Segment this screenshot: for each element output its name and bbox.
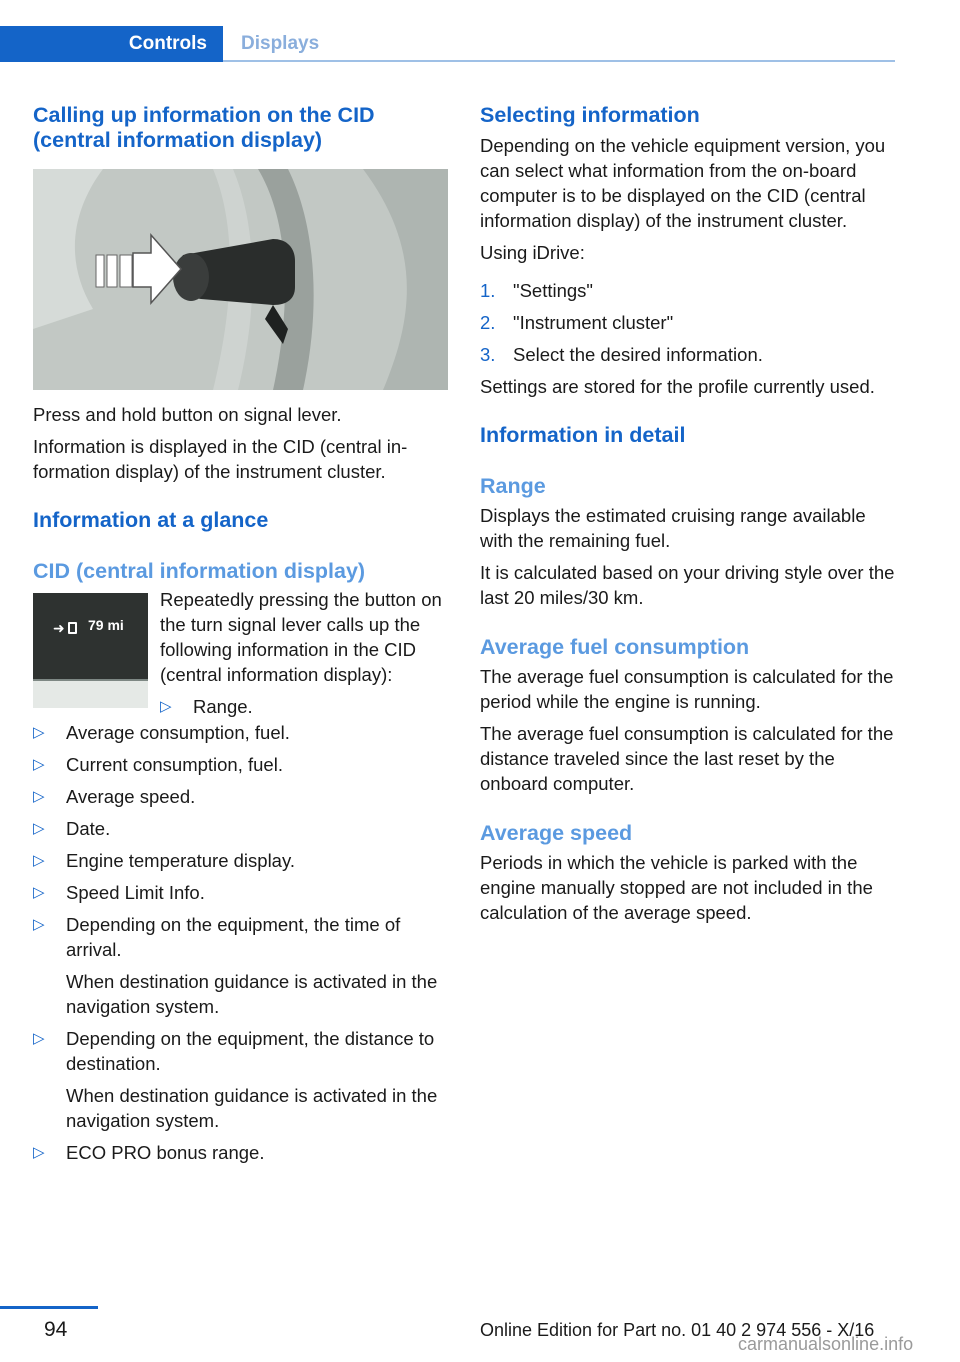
cid-display-image	[33, 593, 148, 708]
heading-info-glance: Information at a glance	[33, 508, 269, 532]
bullet-triangle-icon: ▷	[33, 884, 45, 901]
bullet-triangle-icon: ▷	[33, 820, 45, 837]
cid-intro-block	[33, 587, 448, 717]
list-item: ▷ Current consumption, fuel.	[33, 754, 283, 775]
list-item: ▷ ECO PRO bonus range.	[33, 1142, 265, 1163]
paragraph-avg-fuel-2: The average fuel consumption is calculated for the distance traveled since the last reset by the onboard computer.	[480, 723, 894, 794]
cid-info-list	[33, 720, 448, 1165]
paragraph-avg-fuel-1: The average fuel consumption is calculated for the period while the engine is running.	[480, 666, 894, 712]
paragraph-settings-stored: Settings are stored for the profile currently used.	[480, 376, 875, 397]
list-item-range: ▷ Range.	[160, 696, 253, 717]
signal-lever-illustration	[33, 169, 448, 390]
list-item: ▷ Average speed.	[33, 786, 196, 807]
bullet-triangle-icon: ▷	[33, 756, 45, 773]
heading-cid: CID (central information display)	[33, 559, 366, 583]
list-item: ▷ Depending on the equipment, the distance to destination. When destination guidance is activated in the navigation system.	[33, 1026, 448, 1133]
idrive-steps	[480, 278, 898, 367]
bullet-triangle-icon: ▷	[160, 698, 172, 715]
step-item: 2. "Instrument cluster"	[480, 312, 674, 333]
list-item: ▷ Speed Limit Info.	[33, 882, 205, 903]
paragraph-cid-intro: Repeatedly pressing the button on the turn signal lever calls up the following information in the CID (central information display):	[160, 589, 442, 685]
right-column	[480, 103, 898, 925]
step-item: 1. "Settings"	[480, 280, 593, 301]
bullet-triangle-icon: ▷	[33, 1030, 45, 1047]
heading-avg-fuel: Average fuel consumption	[480, 635, 750, 659]
tab-displays[interactable]: Displays	[241, 33, 320, 54]
page-number: 94	[44, 1318, 68, 1341]
list-item: ▷ Depending on the equipment, the time of arrival. When destination guidance is activated in the navigation system.	[33, 912, 448, 1019]
bullet-triangle-icon: ▷	[33, 852, 45, 869]
paragraph-range-1: Displays the estimated cruising range available with the remaining fuel.	[480, 505, 866, 551]
cid-range-readout: 79 mi	[88, 617, 124, 633]
heading-info-detail: Information in detail	[480, 423, 686, 447]
left-column	[33, 103, 448, 1165]
paragraph-using-idrive: Using iDrive:	[480, 242, 585, 263]
paragraph-select-info: Depending on the vehicle equipment version, you can select what information from the on-board computer is to be displayed on the CID (central information display) of the instrument cluster.	[480, 135, 886, 231]
bullet-triangle-icon: ▷	[33, 916, 45, 933]
list-item-note: When destination guidance is activated in the navigation system.	[66, 1085, 438, 1131]
list-item: ▷ Average consumption, fuel.	[33, 722, 290, 743]
bullet-triangle-icon: ▷	[33, 1144, 45, 1161]
bullet-triangle-icon: ▷	[33, 724, 45, 741]
step-item: 3. Select the desired information.	[480, 344, 763, 365]
list-item-note: When destination guidance is activated in the navigation system.	[66, 971, 438, 1017]
footer-edition: Online Edition for Part no. 01 40 2 974 556 - X/16	[480, 1320, 875, 1340]
tab-controls[interactable]: Controls	[0, 26, 223, 62]
heading-range: Range	[480, 474, 546, 498]
paragraph-avg-speed: Periods in which the vehicle is parked with the engine manually stopped are not included in the calculation of the average speed.	[480, 852, 873, 923]
list-item: ▷ Engine temperature display.	[33, 850, 295, 871]
heading-avg-speed: Average speed	[480, 821, 633, 845]
watermark: carmanualsonline.info	[738, 1334, 914, 1354]
paragraph-info-displayed: Information is displayed in the CID (central in-formation display) of the instrument cluster.	[33, 436, 408, 482]
bullet-triangle-icon: ▷	[33, 788, 45, 805]
fuel-pump-icon	[68, 622, 77, 634]
paragraph-press-hold: Press and hold button on signal lever.	[33, 404, 342, 425]
paragraph-range-2: It is calculated based on your driving style over the last 20 miles/30 km.	[480, 562, 895, 608]
range-arrow-icon: ➜	[53, 620, 65, 636]
page-header	[0, 26, 895, 62]
heading-selecting-info: Selecting information	[480, 103, 700, 127]
list-item: ▷ Date.	[33, 818, 111, 839]
section-title-calling-up: Calling up information on the CID (central information display)	[33, 103, 375, 152]
footer-rule	[0, 1306, 98, 1309]
lever-drawing-icon	[33, 169, 448, 390]
